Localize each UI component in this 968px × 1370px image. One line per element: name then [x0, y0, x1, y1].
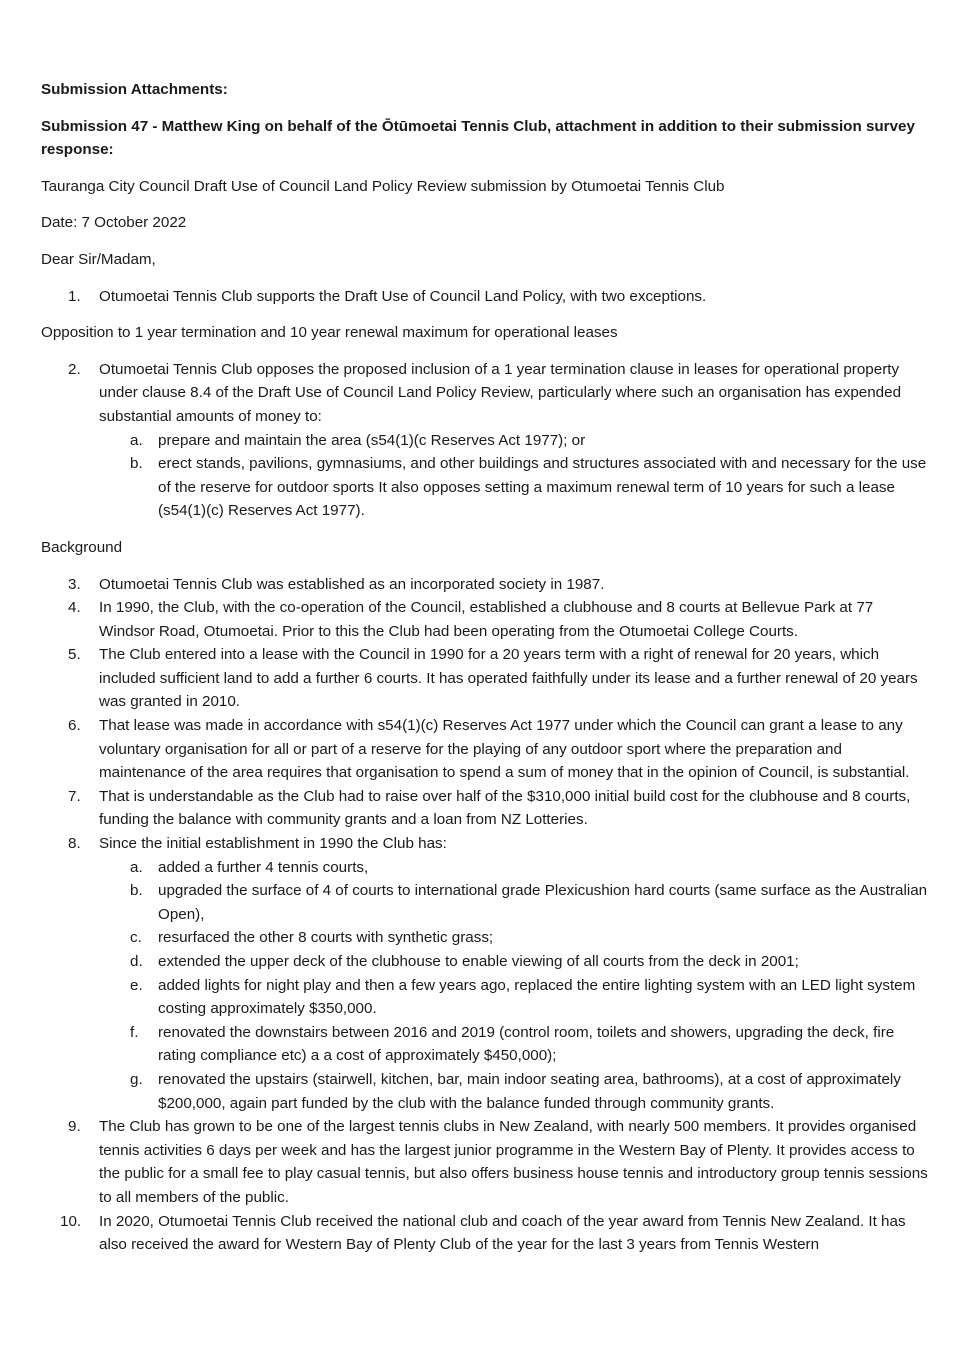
list-text: In 2020, Otumoetai Tennis Club received the national club and coach of the year award from Tennis New Zealand. It has also received the award for Western Bay of Plenty Club of the year for the last 3 years from Tennis Western: [99, 1212, 906, 1254]
sub-list-item: [41, 1068, 931, 1115]
salutation: Dear Sir/Madam,: [41, 250, 156, 268]
sub-list-item: [41, 856, 931, 880]
sub-list-item: [41, 1021, 931, 1068]
submission-title: Submission 47 - Matthew King on behalf of the Ōtūmoetai Tennis Club, attachment in addition to their submission survey response:: [41, 117, 915, 159]
list-number: 6.: [68, 717, 81, 735]
section-heading-background: Background: [41, 538, 123, 556]
list-number: 1.: [68, 287, 81, 305]
list-number: 8.: [68, 835, 81, 853]
list-text: Otumoetai Tennis Club was established as an incorporated society in 1987.: [99, 575, 605, 593]
sub-list-text: resurfaced the other 8 courts with synthetic grass;: [158, 929, 494, 947]
sub-list-item: [41, 926, 931, 950]
list-number: 7.: [68, 787, 81, 805]
sub-list-text: extended the upper deck of the clubhouse to enable viewing of all courts from the deck in 2001;: [158, 953, 799, 970]
sub-list-letter: d.: [130, 953, 143, 970]
list-item: [41, 1210, 931, 1257]
list-item: [41, 1115, 931, 1209]
heading: Submission Attachments:: [41, 81, 228, 98]
sub-list-item: [41, 974, 931, 1021]
sub-list-letter: a.: [130, 858, 143, 876]
list-text: That lease was made in accordance with s54(1)(c) Reserves Act 1977 under which the Council can grant a lease to any voluntary organisation for all or part of a reserve for the playing of any outdoor sport where the preparation and maintenance of the area requires that organisation to spend a sum of money that in the opinion of Council, is substantial.: [99, 717, 910, 782]
list-item: [41, 596, 931, 643]
sub-list-letter: b.: [130, 882, 143, 900]
sub-list-text: upgraded the surface of 4 of courts to international grade Plexicushion hard courts (same surface as the Australian Open),: [158, 882, 928, 923]
list-item: [41, 785, 931, 832]
sub-list-letter: g.: [130, 1070, 143, 1088]
date-line: Date: 7 October 2022: [41, 214, 187, 232]
sub-list-text: prepare and maintain the area (s54(1)(c Reserves Act 1977); or: [158, 431, 586, 449]
list-item: [41, 714, 931, 785]
sub-list-text: added a further 4 tennis courts,: [158, 858, 369, 876]
sub-list-item: [41, 950, 931, 974]
list-number: 5.: [68, 646, 81, 664]
subject-line: Tauranga City Council Draft Use of Council Land Policy Review submission by Otumoetai Tennis Club: [41, 177, 725, 195]
list-item: [41, 832, 931, 856]
list-number: 4.: [68, 599, 81, 617]
sub-list-item: [41, 879, 931, 926]
list-item: [41, 358, 931, 429]
sub-list-letter: e.: [130, 976, 143, 994]
section-heading-opposition: Opposition to 1 year termination and 10 year renewal maximum for operational leases: [41, 324, 618, 342]
document-page: [41, 78, 931, 1257]
list-text: The Club has grown to be one of the largest tennis clubs in New Zealand, with nearly 500 members. It provides organised tennis activities 6 days per week and has the largest junior programme in the Western Bay of Plenty. It provides access to the public for a small fee to play casual tennis, but also offers business house tennis and introductory group tennis sessions to all members of the public.: [99, 1118, 928, 1206]
sub-list-text: added lights for night play and then a few years ago, replaced the entire lighting system with an LED light system costing approximately $350,000.: [158, 976, 916, 1018]
sub-list-item: [41, 429, 931, 453]
list-number: 10.: [60, 1212, 82, 1230]
list-number: 2.: [68, 360, 81, 378]
list-number: 9.: [68, 1118, 81, 1136]
list-text: The Club entered into a lease with the Council in 1990 for a 20 years term with a right of renewal for 20 years, which included sufficient land to add a further 6 courts. It has operated faithfully under its lease and a further renewal of 20 years was granted in 2010.: [99, 646, 918, 711]
sub-list-text: renovated the downstairs between 2016 and 2019 (control room, toilets and showers, upgrading the deck, fire rating compliance etc) a a cost of approximately $450,000);: [158, 1023, 895, 1065]
list-text: Otumoetai Tennis Club supports the Draft Use of Council Land Policy, with two exceptions.: [99, 287, 707, 305]
list-text: Since the initial establishment in 1990 the Club has:: [99, 835, 447, 853]
list-item: [41, 643, 931, 714]
sub-list-letter: f.: [130, 1023, 139, 1041]
sub-list-letter: c.: [130, 929, 142, 947]
sub-list-text: erect stands, pavilions, gymnasiums, and other buildings and structures associated with and necessary for the use of the reserve for outdoor sports It also opposes setting a maximum renewal term of 10 years for such a lease (s54(1)(c) Reserves Act 1977).: [158, 455, 927, 520]
sub-list-item: [41, 452, 931, 523]
list-text: Otumoetai Tennis Club opposes the proposed inclusion of a 1 year termination clause in leases for operational property under clause 8.4 of the Draft Use of Council Land Policy Review, particularly where such an organisation has expended substantial amounts of money to:: [99, 360, 902, 425]
sub-list-letter: b.: [130, 455, 143, 473]
sub-list-letter: a.: [130, 431, 143, 449]
sub-list-text: renovated the upstairs (stairwell, kitchen, bar, main indoor seating area, bathrooms), at a cost of approximately $200,000, again part funded by the club with the balance funded through community grants.: [158, 1070, 901, 1112]
list-item: [41, 573, 931, 597]
list-text: That is understandable as the Club had to raise over half of the $310,000 initial build cost for the clubhouse and 8 courts, funding the balance with community grants and a loan from NZ Lotteries.: [99, 787, 911, 829]
list-text: In 1990, the Club, with the co-operation of the Council, established a clubhouse and 8 courts at Bellevue Park at 77 Windsor Road, Otumoetai. Prior to this the Club had been operating from the Otumoetai College Courts.: [99, 599, 874, 640]
list-item: [41, 285, 931, 309]
list-number: 3.: [68, 575, 81, 593]
